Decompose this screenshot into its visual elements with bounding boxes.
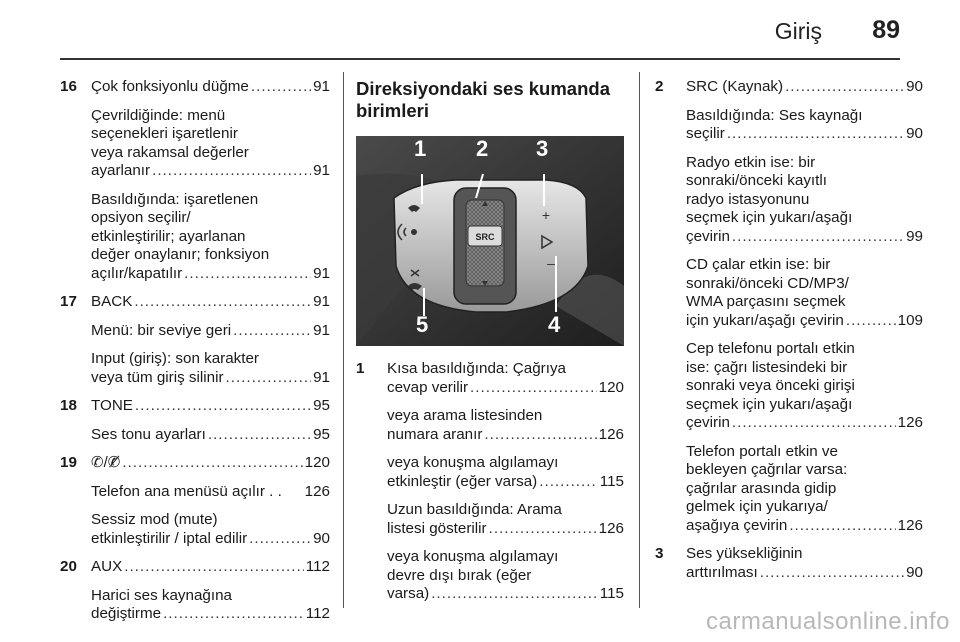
figure-label-5: 5 [416, 312, 429, 337]
toc-line: listesi gösterilir ..... 126 [387, 520, 624, 539]
toc-line: veya tüm giriş silinir ..... 91 [91, 369, 330, 388]
page-header [60, 0, 900, 60]
toc-line: TONE ..... 95 [91, 397, 330, 416]
entry-17: 17 BACK ..... 91 Menü: bir seviye geri ..... 91 Input (giriş): son karakter veya tüm giriş silinir ..... 91 [60, 293, 330, 387]
volume-up-icon: + [541, 207, 551, 223]
steering-wheel-controls-figure [356, 136, 624, 346]
column-middle [356, 78, 624, 614]
page-ref: 120 [304, 454, 330, 471]
page-ref: 115 [599, 585, 624, 602]
toc-line: Ses tonu ayarları ..... 95 [91, 426, 330, 445]
figure-label-1: 1 [414, 136, 427, 161]
entry-number: 16 [60, 78, 77, 95]
page-ref: 91 [313, 264, 330, 282]
figure-label-2: 2 [476, 136, 489, 161]
page-ref: 91 [313, 368, 330, 386]
toc-line: cevap verilir ..... 120 [387, 379, 624, 398]
toc-line: numara aranır ..... 126 [387, 426, 624, 445]
toc-line: çevirin ..... 126 [686, 414, 923, 433]
section-title: Direksiyondaki ses kumanda birimleri [356, 78, 610, 121]
page-ref: 126 [304, 482, 330, 500]
entry-3: 3 Ses yüksekliğinin arttırılması ..... 90 [655, 545, 923, 582]
toc-line: için yukarı/aşağı çevirin ..... 109 [686, 312, 923, 331]
page-ref: 112 [305, 558, 330, 575]
page-ref: 126 [598, 519, 624, 537]
steering-wheel-illustration [356, 136, 624, 346]
entry-20: 20 AUX ..... 112 Harici ses kaynağına değiştirme ..... 112 [60, 558, 330, 624]
page-ref: 95 [313, 397, 330, 414]
page-ref: 126 [897, 516, 923, 534]
page-ref: 120 [598, 378, 624, 396]
page-ref: 126 [897, 414, 923, 431]
toc-line: aşağıya çevirin ..... 126 [686, 517, 923, 536]
toc-line: ayarlanır ..... 91 [91, 162, 330, 181]
page-ref: 91 [313, 78, 330, 95]
phone-mute-icon: ✆/✆̸ [91, 454, 121, 471]
entry-number: 19 [60, 454, 77, 471]
toc-line [91, 454, 330, 473]
column-divider [639, 72, 640, 608]
page-title: Giriş [774, 18, 822, 44]
page-number: 89 [872, 16, 900, 44]
entry-18 [60, 397, 330, 444]
entry-number: 3 [655, 545, 664, 562]
toc-line: BACK ..... 91 [91, 293, 330, 312]
toc-line: Çok fonksiyonlu düğme ..... 91 [91, 78, 330, 97]
figure-label-4: 4 [548, 312, 561, 337]
page-ref: 112 [305, 605, 330, 622]
entry-number: 20 [60, 558, 77, 575]
page-ref: 90 [906, 78, 923, 95]
toc-line: SRC (Kaynak) ..... 90 [686, 78, 923, 97]
entry-number: 18 [60, 397, 77, 414]
toc-line: açılır/kapatılır ..... 91 [91, 265, 330, 284]
toc-line: arttırılması ..... 90 [686, 564, 923, 583]
page-ref: 95 [313, 425, 330, 443]
toc-line: AUX ..... 112 [91, 558, 330, 577]
watermark: carmanualsonline.info [706, 608, 950, 635]
page-ref: 91 [313, 321, 330, 339]
entry-19: 19 ✆/✆̸ ..... 120 Telefon ana menüsü açılır . . 126 Sessiz mod (mute) etkinleştirilir / iptal edilir ..... 90 [60, 454, 330, 548]
column-divider [343, 72, 344, 608]
toc-line: etkinleştir (eğer varsa) ..... 115 [387, 473, 624, 492]
page-ref: 109 [897, 311, 923, 329]
entry-16: 16 Çok fonksiyonlu düğme ..... 91 Çevrildiğinde: menü seçenekleri işaretlenir veya rakamsal değerler ayarlanır ..... 91 Basıldığında: işaretlenen opsiyon seçilir/ etkinleştirilir; ayarlanan değer onaylanır; fonksiyon açılır/kapatılır ..... 91 [60, 78, 330, 283]
page-ref: 126 [598, 425, 624, 443]
page-ref: 90 [313, 529, 330, 547]
entry-number: 17 [60, 293, 77, 310]
page-ref: 90 [906, 563, 923, 581]
figure-label-3: 3 [536, 136, 549, 161]
entry-number: 2 [655, 78, 664, 95]
toc-line: seçilir ..... 90 [686, 125, 923, 144]
toc-line: değiştirme ..... 112 [91, 605, 330, 624]
page-ref: 91 [313, 162, 330, 179]
column-left [60, 78, 330, 634]
src-label: SRC [475, 232, 495, 242]
page-ref: 91 [313, 293, 330, 310]
toc-line: varsa) ..... 115 [387, 585, 624, 604]
column-right [655, 78, 923, 592]
page-ref: 115 [599, 472, 624, 490]
entry-number: 1 [356, 360, 365, 377]
entry-1: 1 Kısa basıldığında: Çağrıya cevap verilir ..... 120 veya arama listesinden numara aranır ..... 126 veya konuşma algılamayı etkinleştir (eğer varsa) ..... 115 Uzun basıldığında: Arama listesi gösterilir ..... 126 veya konuşma algılamayı devre dışı bırak (eğer varsa) ..... 115 [356, 360, 624, 604]
toc-line: çevirin ..... 99 [686, 228, 923, 247]
toc-line: Telefon ana menüsü açılır . . 126 [91, 482, 330, 500]
entry-2: 2 SRC (Kaynak) ..... 90 Basıldığında: Ses kaynağı seçilir ..... 90 Radyo etkin ise: bir sonraki/önceki kayıtlı radyo istasyonunu seçmek için yukarı/aşağı çevirin ..... 99 CD çalar etkin ise: bir sonraki/önceki CD/MP3/ WMA parçasını seçmek için yukarı/aşağı çevirin ..... 109 Cep telefonu portalı etkin ise: çağrı listesindeki bir sonraki veya önceki girişi seçmek için yukarı/aşağı çevirin ..... 126 Telefon portalı etkin ve bekleyen çağrılar varsa: çağrılar arasında gidip gelmek için yukarıya/ aşağıya çevirin ..... 126 [655, 78, 923, 535]
toc-line: Menü: bir seviye geri ..... 91 [91, 322, 330, 341]
page-ref: 90 [906, 125, 923, 142]
page-ref: 99 [906, 227, 923, 245]
toc-line: etkinleştirilir / iptal edilir ..... 90 [91, 530, 330, 549]
volume-down-icon: – [547, 255, 555, 271]
